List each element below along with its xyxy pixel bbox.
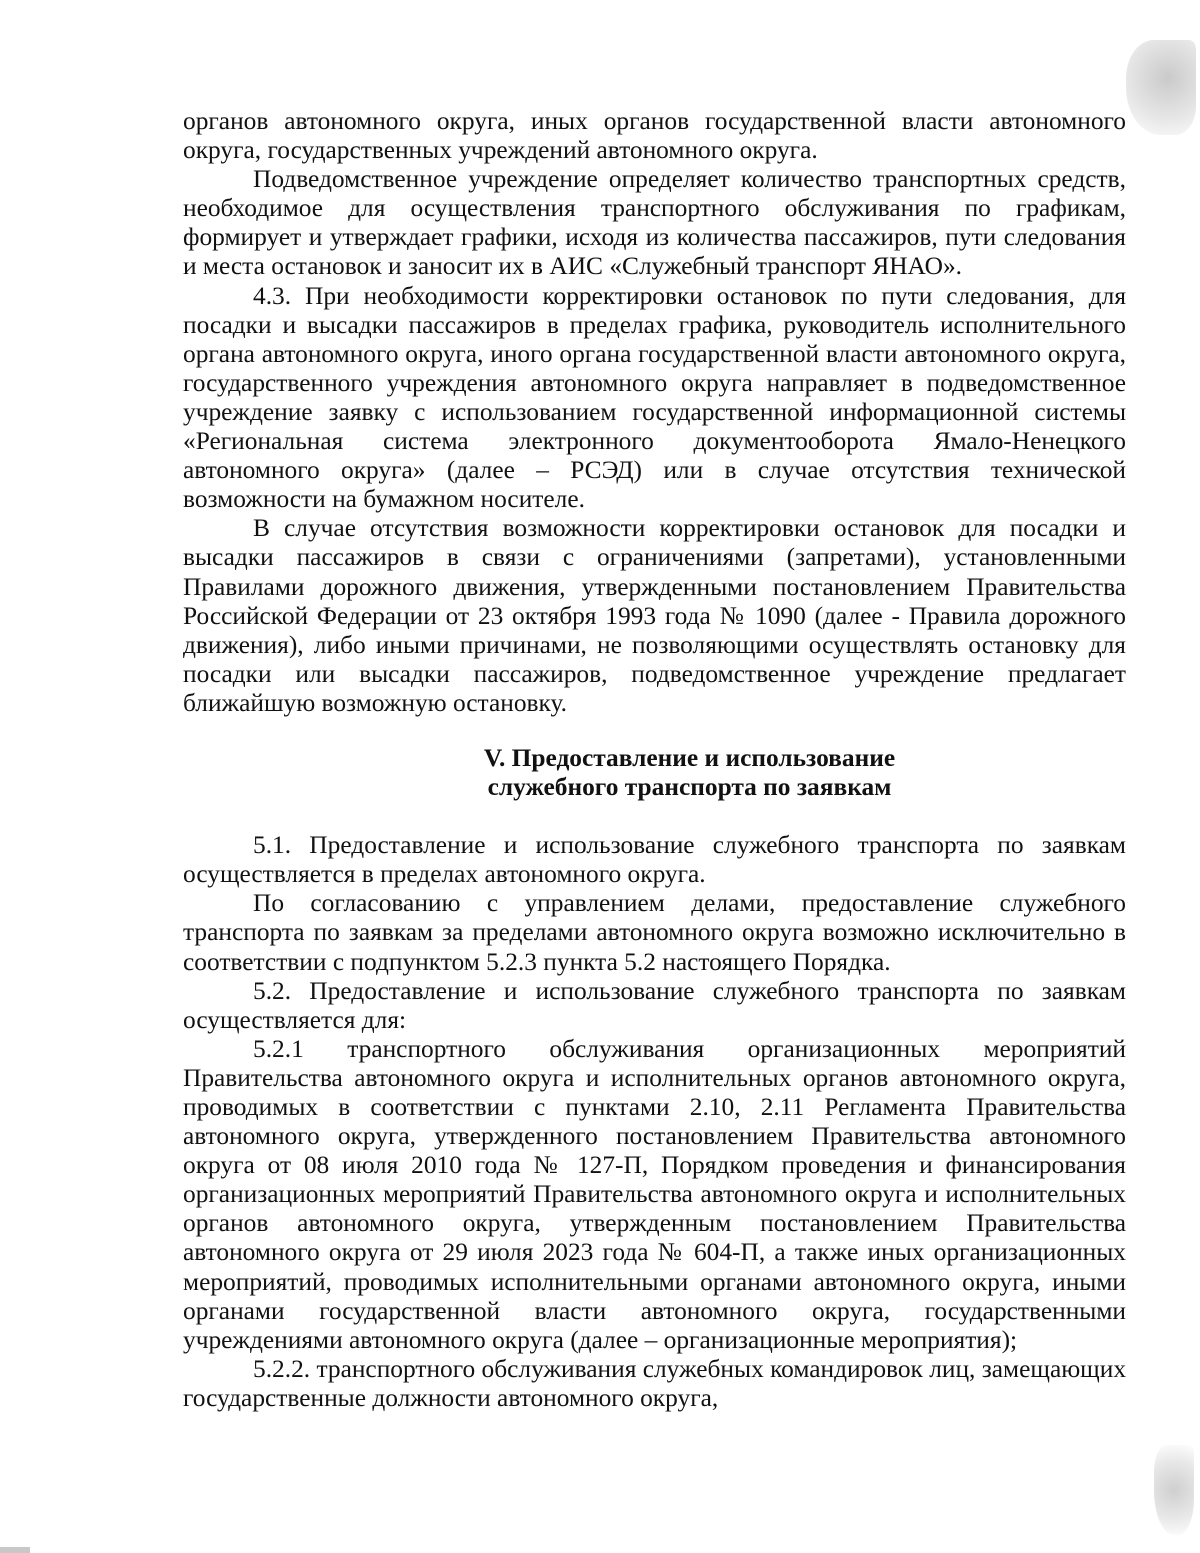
paragraph-5-1: 5.1. Предоставление и использование служебного транспорта по заявкам осуществляется в пределах автономного округа. xyxy=(183,831,1126,889)
scan-artifact-bottom-right xyxy=(1154,1445,1194,1535)
paragraph-5-2: 5.2. Предоставление и использование служебного транспорта по заявкам осуществляется для: xyxy=(183,976,1126,1034)
paragraph-subordinate-institution: Подведомственное учреждение определяет количество транспортных средств, необходимое для осуществления транспортного обслуживания по графикам, формирует и утверждает графики, исходя из количества пассажиров, пути следования и места остановок и заносит их в АИС «Служебный транспорт ЯНАО». xyxy=(183,165,1126,281)
scan-artifact-top-right xyxy=(1126,40,1196,135)
section-heading-line-1: V. Предоставление и использование xyxy=(483,743,896,772)
paragraph-no-stop-correction: В случае отсутствия возможности корректировки остановок для посадки и высадки пассажиров в связи с ограничениями (запретами), установленными Правилами дорожного движения, утвержденными постановлением Правительства Российской Федерации от 23 октября 1993 года № 1090 (далее - Правила дорожного движения), либо иными причинами, не позволяющими осуществлять остановку для посадки или высадки пассажиров, подведомственное учреждение предлагает ближайшую возможную остановку. xyxy=(183,514,1126,717)
section-heading-line-2: служебного транспорта по заявкам xyxy=(487,773,892,802)
paragraph-4-3: 4.3. При необходимости корректировки остановок по пути следования, для посадки и высадки пассажиров в пределах графика, руководитель исполнительного органа автономного округа, иного органа государственной власти автономного округа, государственного учреждения автономного округа направляет в подведомственное учреждение заявку с использованием государственной информационной системы «Региональная система электронного документооборота Ямало-Ненецкого автономного округа» (далее – РСЭД) или в случае отсутствия технической возможности на бумажном носителе. xyxy=(183,281,1126,514)
paragraph-5-2-1: 5.2.1 транспортного обслуживания организационных мероприятий Правительства автономного округа и исполнительных органов автономного округа, проводимых в соответствии с пунктами 2.10, 2.11 Регламента Правительства автономного округа, утвержденного постановлением Правительства автономного округа от 08 июля 2010 года № 127-П, Порядком проведения и финансирования организационных мероприятий Правительства автономного округа и исполнительных органов автономного округа, утвержденным постановлением Правительства автономного округа от 29 июля 2023 года № 604-П, а также иных организационных мероприятий, проводимых исполнительными органами автономного округа, иными органами государственной власти автономного округа, государственными учреждениями автономного округа (далее – организационные мероприятия); xyxy=(183,1034,1126,1354)
paragraph-continuation: органов автономного округа, иных органов государственной власти автономного округа, государственных учреждений автономного округа. xyxy=(183,107,1126,165)
section-heading xyxy=(183,744,1126,802)
paragraph-5-2-2: 5.2.2. транспортного обслуживания служебных командировок лиц, замещающих государственные должности автономного округа, xyxy=(183,1354,1127,1412)
scan-artifact-bottom-left xyxy=(0,1547,30,1553)
paragraph-agreement: По согласованию с управлением делами, предоставление служебного транспорта по заявкам за пределами автономного округа возможно исключительно в соответствии с подпунктом 5.2.3 пункта 5.2 настоящего Порядка. xyxy=(183,889,1126,976)
document-body xyxy=(183,107,1126,1413)
